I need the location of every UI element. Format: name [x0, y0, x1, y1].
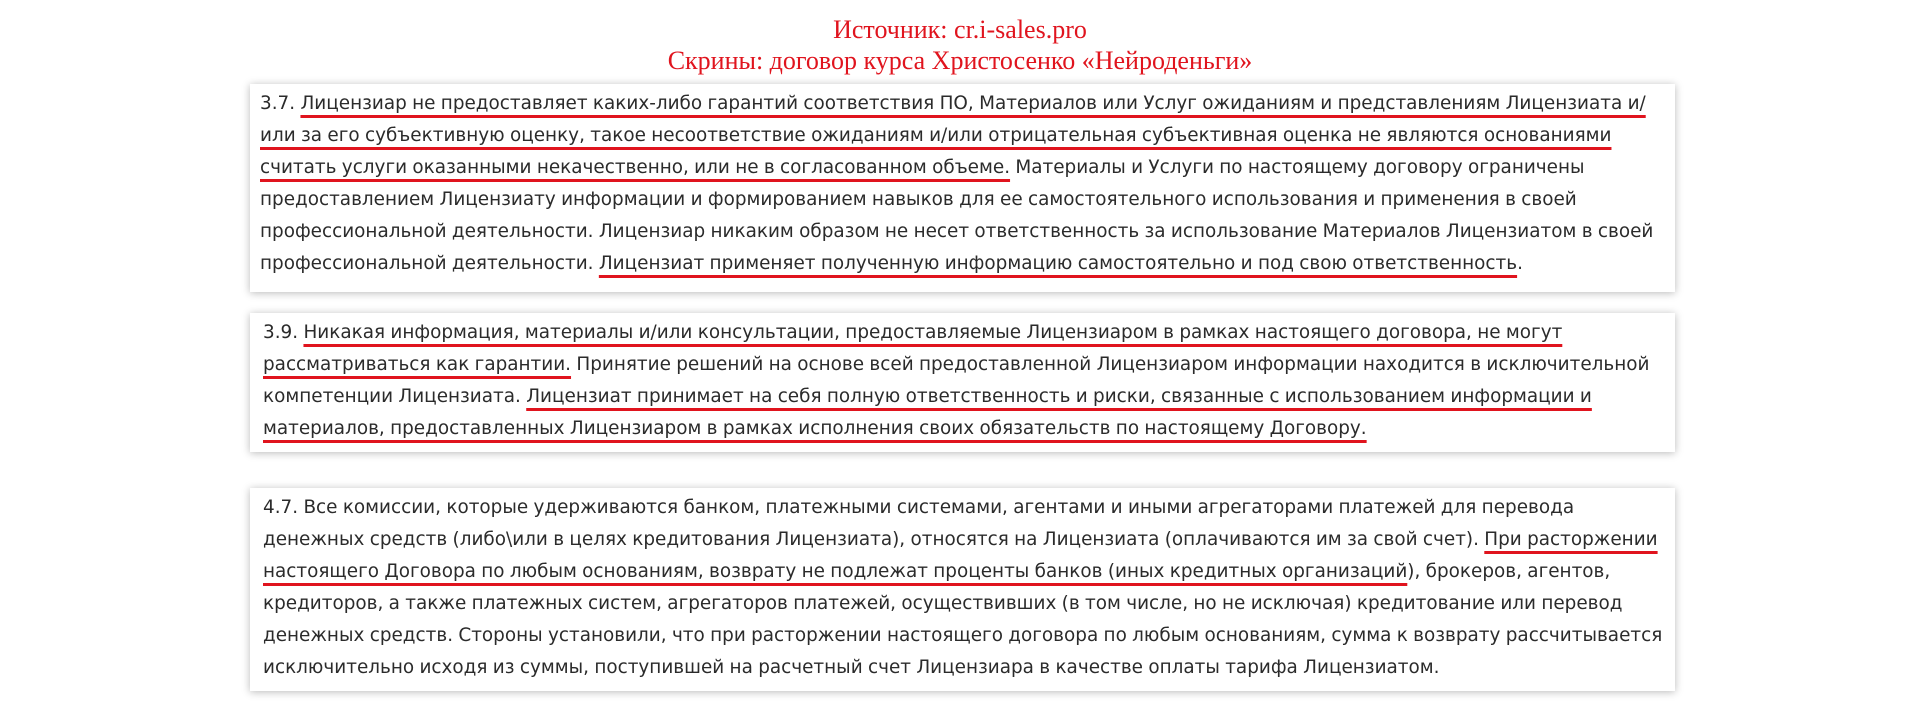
underlined-passage: Никакая информация, материалы и/или консультации, предоставляемые Лицензиаром в рамках настоящего договора, не могут рассматриваться как гарантии.: [263, 322, 1563, 375]
clause-3-9-panel: [250, 313, 1675, 452]
clause-3-9-text: [263, 317, 1675, 445]
source-line: Источник: cr.i-sales.pro: [833, 15, 1087, 44]
clause-4-7-text: [263, 492, 1675, 684]
plain-passage: ), брокеров, агентов, кредиторов, а также платежных систем, агрегаторов платежей, осуществивших (в том числе, но не исключая) кредитование или перевод денежных средств. Стороны установили, что при расторжении настоящего договора по любым основаниям, сумма к возврату рассчитывается исключительно исходя из суммы, поступившей на расчетный счет Лицензиара в качестве оплаты тарифа Лицензиатом.: [263, 561, 1663, 678]
underlined-passage: Лицензиат применяет полученную информацию самостоятельно и под свою ответственность: [598, 253, 1518, 274]
clause-number: 3.7.: [260, 93, 301, 114]
clause-4-7-panel: [250, 488, 1675, 691]
underlined-passage: Лицензиар не предоставляет каких-либо гарантий соответствия ПО, Материалов или Услуг ожиданиям и представлениям Лицензиата и/или за его субъективную оценку, такое несоответствие ожиданиям и/или отрицательная субъективная оценка не являются основаниями считать услуги оказанными некачественно, или не в согласованном объеме.: [260, 93, 1646, 178]
source-caption: [0, 14, 1920, 76]
clause-number: 3.9.: [263, 322, 304, 343]
plain-passage: Материалы и Услуги по настоящему договору ограничены предоставлением Лицензиату информации и формированием навыков для ее самостоятельного использования и применения в своей профессиональной деятельности. Лицензиар никаким образом не несет ответственность за использование Материалов Лицензиатом в своей профессиональной деятельности.: [260, 157, 1654, 274]
underlined-passage: Лицензиат принимает на себя полную ответственность и риски, связанные с использованием информации и материалов, предоставленных Лицензиаром в рамках исполнения своих обязательств по настоящему Договору.: [263, 386, 1592, 439]
plain-passage: Принятие решений на основе всей предоставленной Лицензиаром информации находится в исключительной компетенции Лицензиата.: [263, 354, 1650, 407]
plain-passage: 4.7. Все комиссии, которые удерживаются банком, платежными системами, агентами и иными агрегаторами платежей для перевода денежных средств (либо\или в целях кредитования Лицензиата), относятся на Лицензиата (оплачиваются им за свой счет).: [263, 497, 1575, 550]
plain-passage: .: [1517, 253, 1523, 274]
clause-3-7-text: [260, 88, 1675, 280]
underlined-passage: При расторжении настоящего Договора по любым основаниям, возврату не подлежат проценты банков (иных кредитных организаций: [263, 529, 1658, 582]
clause-3-7-panel: [250, 84, 1675, 292]
screenshots-line: Скрины: договор курса Христосенко «Нейроденьги»: [667, 46, 1253, 75]
